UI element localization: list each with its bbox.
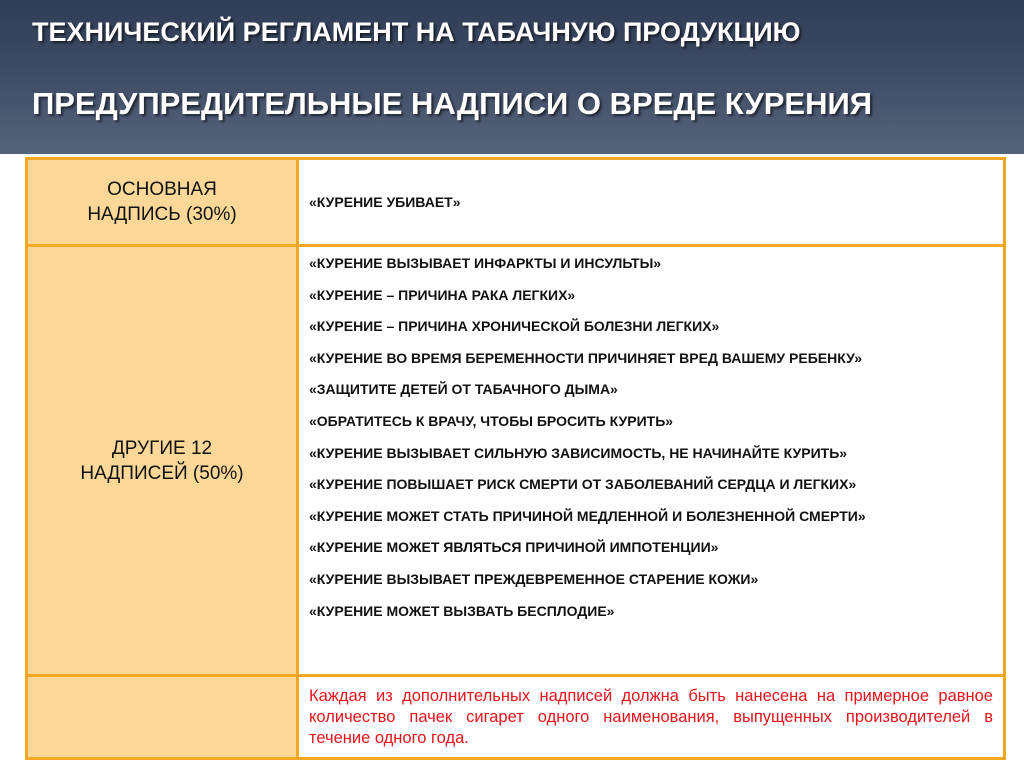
others-label <box>28 436 296 486</box>
table-row-others <box>27 246 1005 676</box>
list-item: «КУРЕНИЕ ВЫЗЫВАЕТ СИЛЬНУЮ ЗАВИСИМОСТЬ, НЕ НАЧИНАЙТЕ КУРИТЬ» <box>309 444 848 461</box>
table-row-main <box>27 159 1005 246</box>
main-label-line2: НАДПИСЬ (30%) <box>87 204 237 225</box>
list-item: «КУРЕНИЕ – ПРИЧИНА РАКА ЛЕГКИХ» <box>309 286 576 303</box>
table-row-note <box>27 676 1005 759</box>
slide-subtitle: ПРЕДУПРЕДИТЕЛЬНЫЕ НАДПИСИ О ВРЕДЕ КУРЕНИЯ <box>32 86 873 121</box>
list-item: «ОБРАТИТЕСЬ К ВРАЧУ, ЧТОБЫ БРОСИТЬ КУРИТЬ» <box>309 412 674 429</box>
note-empty-cell <box>27 676 298 759</box>
others-list-cell <box>298 246 1005 676</box>
list-item: «КУРЕНИЕ МОЖЕТ ВЫЗВАТЬ БЕСПЛОДИЕ» <box>309 602 615 619</box>
list-item: «ЗАЩИТИТЕ ДЕТЕЙ ОТ ТАБАЧНОГО ДЫМА» <box>309 381 618 398</box>
others-label-line2: НАДПИСЕЙ (50%) <box>80 462 244 484</box>
list-item: «КУРЕНИЕ ВО ВРЕМЯ БЕРЕМЕННОСТИ ПРИЧИНЯЕТ ВРЕД ВАШЕМУ РЕБЕНКУ» <box>309 349 863 366</box>
list-item: «КУРЕНИЕ ПОВЫШАЕТ РИСК СМЕРТИ ОТ ЗАБОЛЕВАНИЙ СЕРДЦА И ЛЕГКИХ» <box>309 476 857 493</box>
slide-title: ТЕХНИЧЕСКИЙ РЕГЛАМЕНТ НА ТАБАЧНУЮ ПРОДУКЦИЮ <box>32 17 801 47</box>
others-label-cell <box>27 246 298 676</box>
list-item: «КУРЕНИЕ МОЖЕТ СТАТЬ ПРИЧИНОЙ МЕДЛЕННОЙ И БОЛЕЗНЕННОЙ СМЕРТИ» <box>309 507 866 524</box>
distribution-note: Каждая из дополнительных надписей должна быть нанесена на примерное равное количество пачек сигарет одного наименования, выпущенных производителей в течение одного года. <box>309 686 993 747</box>
warnings-list <box>299 247 1003 632</box>
main-label <box>28 177 296 227</box>
list-item: «КУРЕНИЕ МОЖЕТ ЯВЛЯТЬСЯ ПРИЧИНОЙ ИМПОТЕНЦИИ» <box>309 539 719 556</box>
others-label-line1: ДРУГИЕ 12 <box>111 437 213 459</box>
list-item: «КУРЕНИЕ ВЫЗЫВАЕТ ИНФАРКТЫ И ИНСУЛЬТЫ» <box>309 255 662 271</box>
main-warning-text: «КУРЕНИЕ УБИВАЕТ» <box>309 194 461 210</box>
list-item: «КУРЕНИЕ – ПРИЧИНА ХРОНИЧЕСКОЙ БОЛЕЗНИ ЛЕГКИХ» <box>309 318 720 335</box>
slide-header <box>0 0 1024 154</box>
main-label-line1: ОСНОВНАЯ <box>107 179 217 200</box>
main-label-cell <box>27 159 298 246</box>
warnings-table <box>25 157 1006 760</box>
list-item: «КУРЕНИЕ ВЫЗЫВАЕТ ПРЕЖДЕВРЕМЕННОЕ СТАРЕНИЕ КОЖИ» <box>309 570 759 587</box>
note-cell <box>298 676 1005 759</box>
main-text-cell <box>298 159 1005 246</box>
